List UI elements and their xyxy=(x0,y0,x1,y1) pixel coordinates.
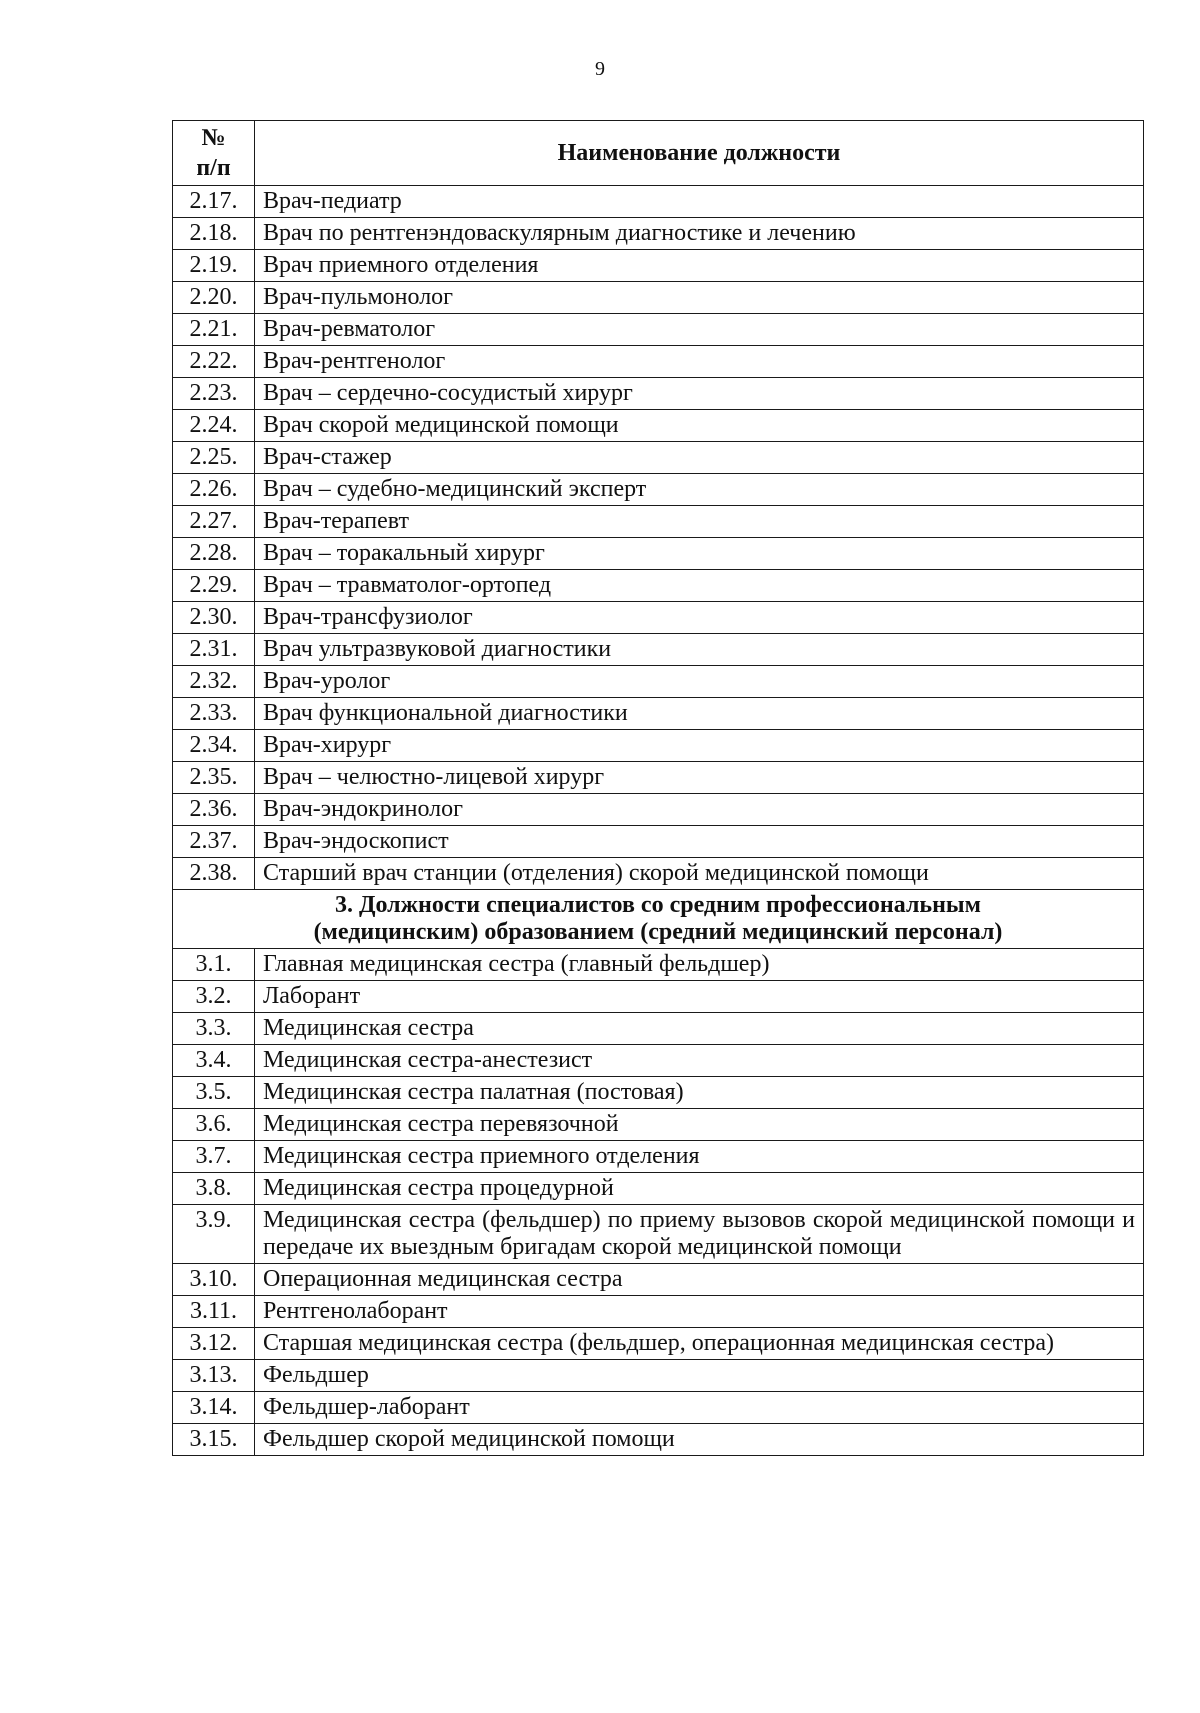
position-name: Врач-уролог xyxy=(255,666,1144,698)
row-number: 3.10. xyxy=(173,1264,255,1296)
row-number: 2.19. xyxy=(173,250,255,282)
position-name: Врач ультразвуковой диагностики xyxy=(255,634,1144,666)
position-name: Медицинская сестра xyxy=(255,1013,1144,1045)
table-row xyxy=(173,378,1144,410)
page-number: 9 xyxy=(595,58,605,80)
table-row xyxy=(173,666,1144,698)
header-position-name: Наименование должности xyxy=(255,121,1144,186)
position-name: Врач-эндоскопист xyxy=(255,826,1144,858)
row-number: 2.34. xyxy=(173,730,255,762)
row-number: 2.24. xyxy=(173,410,255,442)
table-row xyxy=(173,1013,1144,1045)
row-number: 2.33. xyxy=(173,698,255,730)
row-number: 3.3. xyxy=(173,1013,255,1045)
row-number: 2.32. xyxy=(173,666,255,698)
row-number: 3.11. xyxy=(173,1296,255,1328)
position-name: Врач-терапевт xyxy=(255,506,1144,538)
table-row xyxy=(173,1109,1144,1141)
row-number: 3.12. xyxy=(173,1328,255,1360)
header-number-symbol: № xyxy=(201,125,226,151)
table-row xyxy=(173,474,1144,506)
position-name: Лаборант xyxy=(255,981,1144,1013)
row-number: 3.8. xyxy=(173,1173,255,1205)
table-row xyxy=(173,250,1144,282)
row-number: 2.31. xyxy=(173,634,255,666)
position-name: Главная медицинская сестра (главный фельдшер) xyxy=(255,949,1144,981)
table-row xyxy=(173,1045,1144,1077)
row-number: 2.28. xyxy=(173,538,255,570)
position-name: Врач-педиатр xyxy=(255,186,1144,218)
table-row xyxy=(173,1264,1144,1296)
position-name: Врач-пульмонолог xyxy=(255,282,1144,314)
table-row xyxy=(173,1173,1144,1205)
header-number-abbrev: п/п xyxy=(196,155,231,181)
section3-heading-line2: (медицинским) образованием (средний медицинский персонал) xyxy=(313,919,1003,945)
table-row xyxy=(173,410,1144,442)
table-row xyxy=(173,698,1144,730)
position-name: Врач-эндокринолог xyxy=(255,794,1144,826)
position-name: Врач-рентгенолог xyxy=(255,346,1144,378)
position-name: Врач скорой медицинской помощи xyxy=(255,410,1144,442)
table-row xyxy=(173,314,1144,346)
row-number: 2.35. xyxy=(173,762,255,794)
row-number: 3.15. xyxy=(173,1424,255,1456)
table-header-row xyxy=(173,121,1144,186)
position-name: Фельдшер-лаборант xyxy=(255,1392,1144,1424)
table-row xyxy=(173,794,1144,826)
position-name: Врач-хирург xyxy=(255,730,1144,762)
position-name: Врач – торакальный хирург xyxy=(255,538,1144,570)
position-name: Старший врач станции (отделения) скорой медицинской помощи xyxy=(255,858,1144,890)
position-name: Рентгенолаборант xyxy=(255,1296,1144,1328)
row-number: 3.1. xyxy=(173,949,255,981)
table-row xyxy=(173,858,1144,890)
position-name: Врач – травматолог-ортопед xyxy=(255,570,1144,602)
table-row xyxy=(173,442,1144,474)
position-name: Врач функциональной диагностики xyxy=(255,698,1144,730)
position-name: Врач-ревматолог xyxy=(255,314,1144,346)
position-name: Медицинская сестра приемного отделения xyxy=(255,1141,1144,1173)
table-body-part2 xyxy=(173,186,1144,890)
position-name: Медицинская сестра (фельдшер) по приему вызовов скорой медицинской помощи и передаче их выездным бригадам скорой медицинской помощи xyxy=(255,1205,1144,1264)
position-name: Медицинская сестра-анестезист xyxy=(255,1045,1144,1077)
table-row xyxy=(173,730,1144,762)
table-row xyxy=(173,506,1144,538)
table-body-part3 xyxy=(173,949,1144,1456)
table-row xyxy=(173,981,1144,1013)
row-number: 2.18. xyxy=(173,218,255,250)
position-name: Фельдшер скорой медицинской помощи xyxy=(255,1424,1144,1456)
position-name: Врач по рентгенэндоваскулярным диагностике и лечению xyxy=(255,218,1144,250)
table-row xyxy=(173,1392,1144,1424)
table-row xyxy=(173,602,1144,634)
position-name: Врач – судебно-медицинский эксперт xyxy=(255,474,1144,506)
table-row xyxy=(173,1296,1144,1328)
row-number: 3.2. xyxy=(173,981,255,1013)
position-name: Врач-стажер xyxy=(255,442,1144,474)
position-name: Врач-трансфузиолог xyxy=(255,602,1144,634)
section3-heading xyxy=(173,890,1144,949)
position-name: Фельдшер xyxy=(255,1360,1144,1392)
position-name: Врач приемного отделения xyxy=(255,250,1144,282)
table-row xyxy=(173,570,1144,602)
row-number: 2.36. xyxy=(173,794,255,826)
row-number: 3.7. xyxy=(173,1141,255,1173)
table-row xyxy=(173,346,1144,378)
row-number: 2.23. xyxy=(173,378,255,410)
row-number: 3.5. xyxy=(173,1077,255,1109)
row-number: 3.14. xyxy=(173,1392,255,1424)
row-number: 2.21. xyxy=(173,314,255,346)
table-row xyxy=(173,826,1144,858)
table-row xyxy=(173,1077,1144,1109)
row-number: 2.26. xyxy=(173,474,255,506)
row-number: 2.22. xyxy=(173,346,255,378)
table-row xyxy=(173,1360,1144,1392)
table-row xyxy=(173,762,1144,794)
position-name: Врач – челюстно-лицевой хирург xyxy=(255,762,1144,794)
row-number: 3.13. xyxy=(173,1360,255,1392)
section3-heading-row xyxy=(173,890,1144,949)
row-number: 2.37. xyxy=(173,826,255,858)
table-row xyxy=(173,1424,1144,1456)
row-number: 2.20. xyxy=(173,282,255,314)
header-number-cell xyxy=(173,121,255,186)
row-number: 2.38. xyxy=(173,858,255,890)
position-name: Врач – сердечно-сосудистый хирург xyxy=(255,378,1144,410)
position-name: Медицинская сестра процедурной xyxy=(255,1173,1144,1205)
section3-heading-line1: 3. Должности специалистов со средним профессиональным xyxy=(334,892,982,918)
section3-heading-body xyxy=(173,890,1144,949)
row-number: 3.4. xyxy=(173,1045,255,1077)
row-number: 2.30. xyxy=(173,602,255,634)
table-row xyxy=(173,538,1144,570)
row-number: 2.17. xyxy=(173,186,255,218)
position-name: Операционная медицинская сестра xyxy=(255,1264,1144,1296)
table-row xyxy=(173,634,1144,666)
row-number: 2.27. xyxy=(173,506,255,538)
position-name: Медицинская сестра палатная (постовая) xyxy=(255,1077,1144,1109)
table-row xyxy=(173,282,1144,314)
position-name: Старшая медицинская сестра (фельдшер, операционная медицинская сестра) xyxy=(255,1328,1144,1360)
table-row xyxy=(173,1205,1144,1264)
table-row xyxy=(173,218,1144,250)
positions-table xyxy=(172,120,1144,1456)
table-row xyxy=(173,186,1144,218)
position-name: Медицинская сестра перевязочной xyxy=(255,1109,1144,1141)
row-number: 3.6. xyxy=(173,1109,255,1141)
table-row xyxy=(173,949,1144,981)
table-row xyxy=(173,1141,1144,1173)
row-number: 2.29. xyxy=(173,570,255,602)
row-number: 2.25. xyxy=(173,442,255,474)
row-number: 3.9. xyxy=(173,1205,255,1264)
table-row xyxy=(173,1328,1144,1360)
